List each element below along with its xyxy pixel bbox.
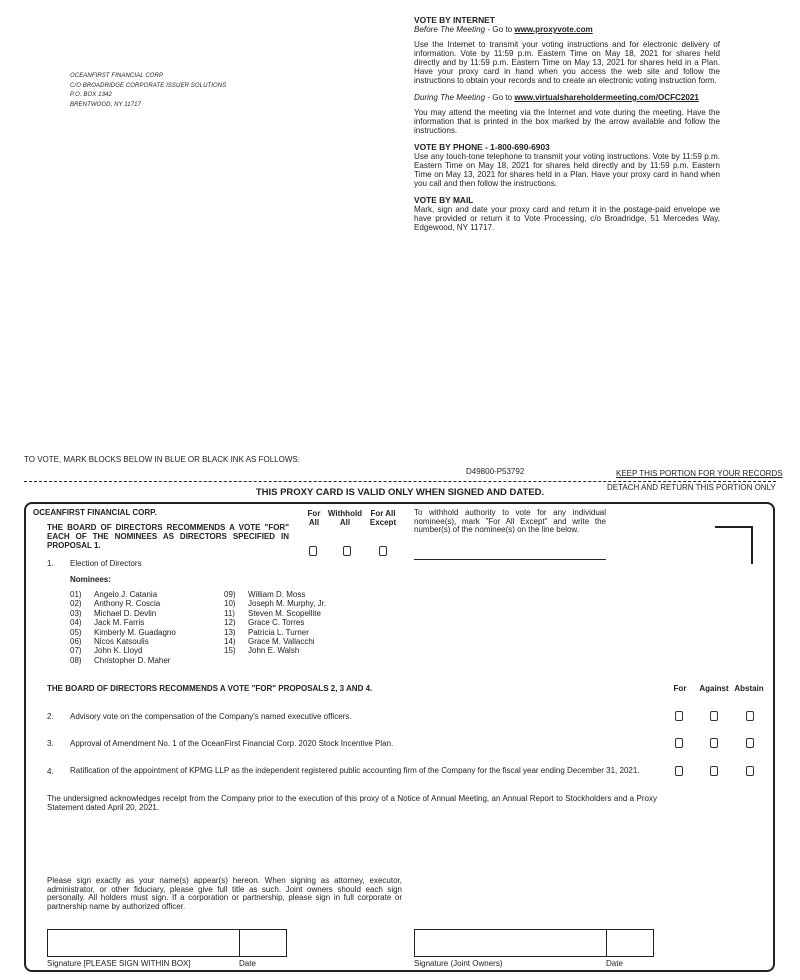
address-line: C/O BROADRIDGE CORPORATE ISSUER SOLUTIONS <box>70 82 227 89</box>
proposal-4-number: 4. <box>47 767 54 776</box>
before-meeting-line <box>414 25 720 34</box>
board-recommendation-1: THE BOARD OF DIRECTORS RECOMMENDS A VOTE "FOR" EACH OF THE NOMINEES AS DIRECTORS SPECIFIED IN PROPOSAL 1. <box>47 523 289 550</box>
address-line: BRENTWOOD, NY 11717 <box>70 101 142 108</box>
proposal-1-number: 1. <box>47 559 54 568</box>
arrow-corner-mark <box>715 526 753 528</box>
nominees-label: Nominees: <box>70 575 111 584</box>
ink-instructions: TO VOTE, MARK BLOCKS BELOW IN BLUE OR BLACK INK AS FOLLOWS: <box>24 455 300 464</box>
joint-date-box[interactable] <box>606 929 654 957</box>
address-line: P.O. BOX 1342 <box>70 92 112 98</box>
for-all-except-header: For All Except <box>369 509 397 527</box>
for-header: For <box>673 684 687 693</box>
proposal-2-for-checkbox[interactable] <box>675 711 683 721</box>
goto-text: - Go to <box>485 25 515 34</box>
valid-notice: THIS PROXY CARD IS VALID ONLY WHEN SIGNED AND DATED. <box>255 487 545 498</box>
date-box[interactable] <box>239 929 287 957</box>
during-meeting-body: You may attend the meeting via the Internet and vote during the meeting. Have the information that is printed in the box marked by the arrow available and follow the instructions. <box>414 108 720 135</box>
withhold-all-checkbox[interactable] <box>343 546 351 556</box>
proposal-3-text: Approval of Amendment No. 1 of the OceanFirst Financial Corp. 2020 Stock Incentive Plan. <box>70 739 394 748</box>
for-all-checkbox[interactable] <box>309 546 317 556</box>
proposal-2-against-checkbox[interactable] <box>710 711 718 721</box>
proposal-4-against-checkbox[interactable] <box>710 766 718 776</box>
nominee-item: 15) John E. Walsh <box>224 646 300 656</box>
mail-heading: VOTE BY MAIL <box>414 195 474 205</box>
signing-instructions: Please sign exactly as your name(s) appear(s) hereon. When signing as attorney, executor, administrator, or other fiduciary, please give full title as such. Joint owners should each sign personally. All holders must sign. If a corporation or partnership, please sign in full corporate or partnership name by authorized officer. <box>47 876 402 911</box>
nominee-item: 11) Steven M. Scopellite <box>224 608 321 618</box>
nominee-item: 03) Michael D. Devlin <box>70 608 157 618</box>
nominee-item: 02) Anthony R. Coscia <box>70 599 161 609</box>
goto-text: - Go to <box>485 93 515 102</box>
proposal-3-number: 3. <box>47 739 54 748</box>
joint-signature-label: Signature (Joint Owners) <box>414 959 503 968</box>
withhold-all-header: Withhold All <box>327 509 363 527</box>
return-address <box>70 72 226 110</box>
board-recommendation-2: THE BOARD OF DIRECTORS RECOMMENDS A VOTE "FOR" PROPOSALS 2, 3 AND 4. <box>47 684 373 693</box>
signature-box[interactable] <box>47 929 240 957</box>
proposal-4-for-checkbox[interactable] <box>675 766 683 776</box>
before-meeting-label: Before The Meeting <box>414 25 486 34</box>
nominee-list-left <box>70 590 176 665</box>
proposal-4-abstain-checkbox[interactable] <box>746 766 754 776</box>
address-line: OCEANFIRST FINANCIAL CORP <box>70 73 164 79</box>
detach-portion-label: DETACH AND RETURN THIS PORTION ONLY <box>607 483 776 492</box>
internet-heading: VOTE BY INTERNET <box>414 15 495 25</box>
proposal-1-text: Election of Directors <box>70 559 142 568</box>
company-name: OCEANFIRST FINANCIAL CORP. <box>33 508 157 517</box>
nominee-item: 14) Grace M. Vallacchi <box>224 637 315 647</box>
nominee-item: 13) Patricia L. Turner <box>224 627 309 637</box>
abstain-header: Abstain <box>734 684 764 693</box>
nominee-item: 04) Jack M. Farris <box>70 618 145 628</box>
proposal-2-abstain-checkbox[interactable] <box>746 711 754 721</box>
signature-label: Signature [PLEASE SIGN WITHIN BOX] <box>47 959 191 968</box>
nominee-item: 08) Christopher D. Maher <box>70 655 171 665</box>
proposal-2-number: 2. <box>47 712 54 721</box>
joint-date-label: Date <box>606 959 623 968</box>
for-all-header: For All <box>307 509 321 527</box>
nominee-item: 06) Nicos Katsoulis <box>70 637 149 647</box>
proposal-3-against-checkbox[interactable] <box>710 738 718 748</box>
nominee-exception-line[interactable] <box>414 559 606 560</box>
mail-body: Mark, sign and date your proxy card and return it in the postage-paid envelope we have provided or return it to Vote Processing, c/o Broadridge, 51 Mercedes Way, Edgewood, NY 11717. <box>414 205 720 232</box>
phone-body: Use any touch-tone telephone to transmit your voting instructions. Vote by 11:59 p.m. Eastern Time on May 18, 2021 for shares held directly and by 11:59 p.m. Eastern Time on May 13, 2021 for shares held in a Plan. Have your proxy card in hand when you call and then follow the instructions. <box>414 152 720 188</box>
nominee-item: 10) Joseph M. Murphy, Jr. <box>224 599 327 609</box>
date-label: Date <box>239 959 256 968</box>
withhold-instructions: To withhold authority to vote for any individual nominee(s), mark "For All Except" and write the number(s) of the nominee(s) on the line below. <box>414 508 606 535</box>
keep-portion-label: KEEP THIS PORTION FOR YOUR RECORDS <box>616 469 783 478</box>
arrow-corner-mark <box>751 526 753 564</box>
nominee-list-right <box>224 590 326 656</box>
nominee-item: 07) John K. Lloyd <box>70 646 143 656</box>
perforation-line <box>24 481 776 482</box>
virtual-meeting-link[interactable]: www.virtualshareholdermeeting.com/OCFC2021 <box>514 93 699 102</box>
phone-heading: VOTE BY PHONE - 1-800-690-6903 <box>414 142 550 152</box>
proposal-4-text: Ratification of the appointment of KPMG LLP as the independent registered public accounting firm of the Company for the fiscal year ending December 31, 2021. <box>70 766 640 775</box>
nominee-item: 09) William D. Moss <box>224 590 306 599</box>
internet-body: Use the Internet to transmit your voting instructions and for electronic delivery of information. Vote by 11:59 p.m. Eastern Time on May 18, 2021 for shares held directly and by 11:59 p.m. Eastern Time on May 13, 2021 for shares held in a Plan. Have your proxy card in hand when you access the web site and follow the instructions to obtain your records and to create an electronic voting instruction form. <box>414 40 720 85</box>
nominee-item: 01) Angelo J. Catania <box>70 590 158 599</box>
control-code: D49800-P53792 <box>466 467 525 476</box>
proposal-2-text: Advisory vote on the compensation of the Company's named executive officers. <box>70 712 352 721</box>
against-header: Against <box>699 684 729 693</box>
proposal-3-abstain-checkbox[interactable] <box>746 738 754 748</box>
during-meeting-label: During The Meeting <box>414 93 486 102</box>
during-meeting-line <box>414 93 720 102</box>
for-all-except-checkbox[interactable] <box>379 546 387 556</box>
proxyvote-link[interactable]: www.proxyvote.com <box>514 25 593 34</box>
joint-signature-box[interactable] <box>414 929 607 957</box>
voting-instructions <box>414 16 720 232</box>
nominee-item: 12) Grace C. Torres <box>224 618 305 628</box>
acknowledgement-text: The undersigned acknowledges receipt from the Company prior to the execution of this proxy of a Notice of Annual Meeting, an Annual Report to Stockholders and a Proxy Statement dated April 20, 2021. <box>47 794 657 812</box>
proposal-3-for-checkbox[interactable] <box>675 738 683 748</box>
nominee-item: 05) Kimberly M. Guadagno <box>70 627 176 637</box>
